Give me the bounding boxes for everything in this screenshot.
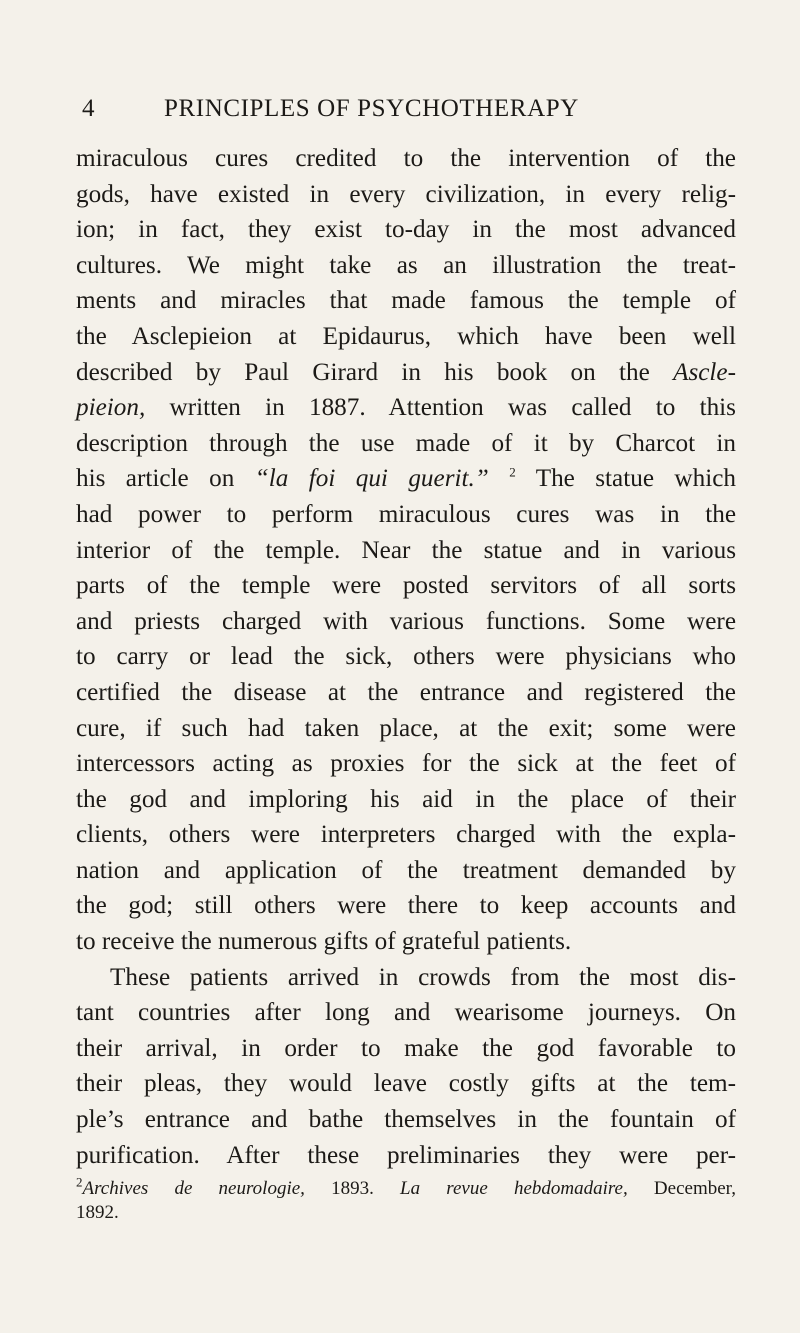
footnote-source: La revue hebdomadaire, [400, 1178, 628, 1200]
text-line: ments and miracles that made famous the temple of [76, 287, 736, 315]
footnote [76, 1174, 736, 1225]
footnote-line [76, 1174, 736, 1201]
text-line: the Asclepieion at Epidaurus, which have been well [76, 322, 736, 350]
footnote-source: Archives de neurologie, [82, 1178, 305, 1200]
text-line: to carry or lead the sick, others were physicians who [76, 643, 736, 671]
text-line: the god; still others were there to keep accounts and [76, 892, 736, 920]
text-line: interior of the temple. Near the statue and in various [76, 536, 736, 564]
text-line: cultures. We might take as an illustration the treat- [76, 251, 736, 279]
text-line: parts of the temple were posted servitors of all sorts [76, 572, 736, 600]
italic-title: Ascle- [673, 358, 736, 386]
footnote-date: December, [627, 1178, 736, 1200]
text-line: tant countries after long and wearisome journeys. On [76, 999, 736, 1027]
text-line: These patients arrived in crowds from the most dis- [110, 963, 736, 991]
text-line: ple’s entrance and bathe themselves in the fountain of [76, 1106, 736, 1134]
text-segment: described by Paul Girard in his book on the [76, 358, 650, 386]
text-line: clients, others were interpreters charged with the expla- [76, 821, 736, 849]
running-title: PRINCIPLES OF PSYCHOTHERAPY [164, 95, 579, 122]
text-line: the god and imploring his aid in the place of their [76, 785, 736, 813]
text-segment: his article on [76, 465, 255, 493]
text-line: had power to perform miraculous cures was in the [76, 500, 736, 528]
text-line: nation and application of the treatment demanded by [76, 856, 736, 884]
text-line: and priests charged with various functions. Some were [76, 607, 736, 635]
text-line: their arrival, in order to make the god favorable to [76, 1034, 736, 1062]
text-line: to receive the numerous gifts of grateful patients. [76, 928, 572, 956]
footnote-line: 1892. [76, 1202, 119, 1224]
text-line: purification. After these preliminaries they were per- [76, 1141, 736, 1169]
text-line: gods, have existed in every civilization, in every relig- [76, 180, 736, 208]
text-line [76, 390, 736, 426]
page-number: 4 [82, 95, 96, 122]
footnote-ref: 2 [509, 464, 516, 480]
text-line: description through the use made of it by Charcot in [76, 429, 736, 457]
text-line: miraculous cures credited to the intervention of the [76, 145, 736, 172]
body-text [76, 141, 736, 1173]
book-page [76, 95, 736, 1225]
text-line [76, 461, 736, 497]
italic-quote: “la foi qui guerit.” [254, 465, 489, 493]
running-head [76, 95, 736, 135]
text-line: certified the disease at the entrance and registered the [76, 678, 736, 706]
text-segment: The statue which [515, 465, 736, 493]
text-segment: written in 1887. Attention was called to this [145, 394, 736, 422]
text-line: ion; in fact, they exist to-day in the most advanced [76, 216, 736, 244]
text-line: cure, if such had taken place, at the exit; some were [76, 714, 736, 742]
italic-title: pieion, [76, 394, 146, 422]
text-line: their pleas, they would leave costly gifts at the tem- [76, 1070, 736, 1098]
footnote-marker: 2 [76, 1174, 83, 1190]
text-line [76, 355, 736, 391]
text-line: intercessors acting as proxies for the sick at the feet of [76, 750, 736, 778]
footnote-year: 1893. [304, 1178, 401, 1200]
